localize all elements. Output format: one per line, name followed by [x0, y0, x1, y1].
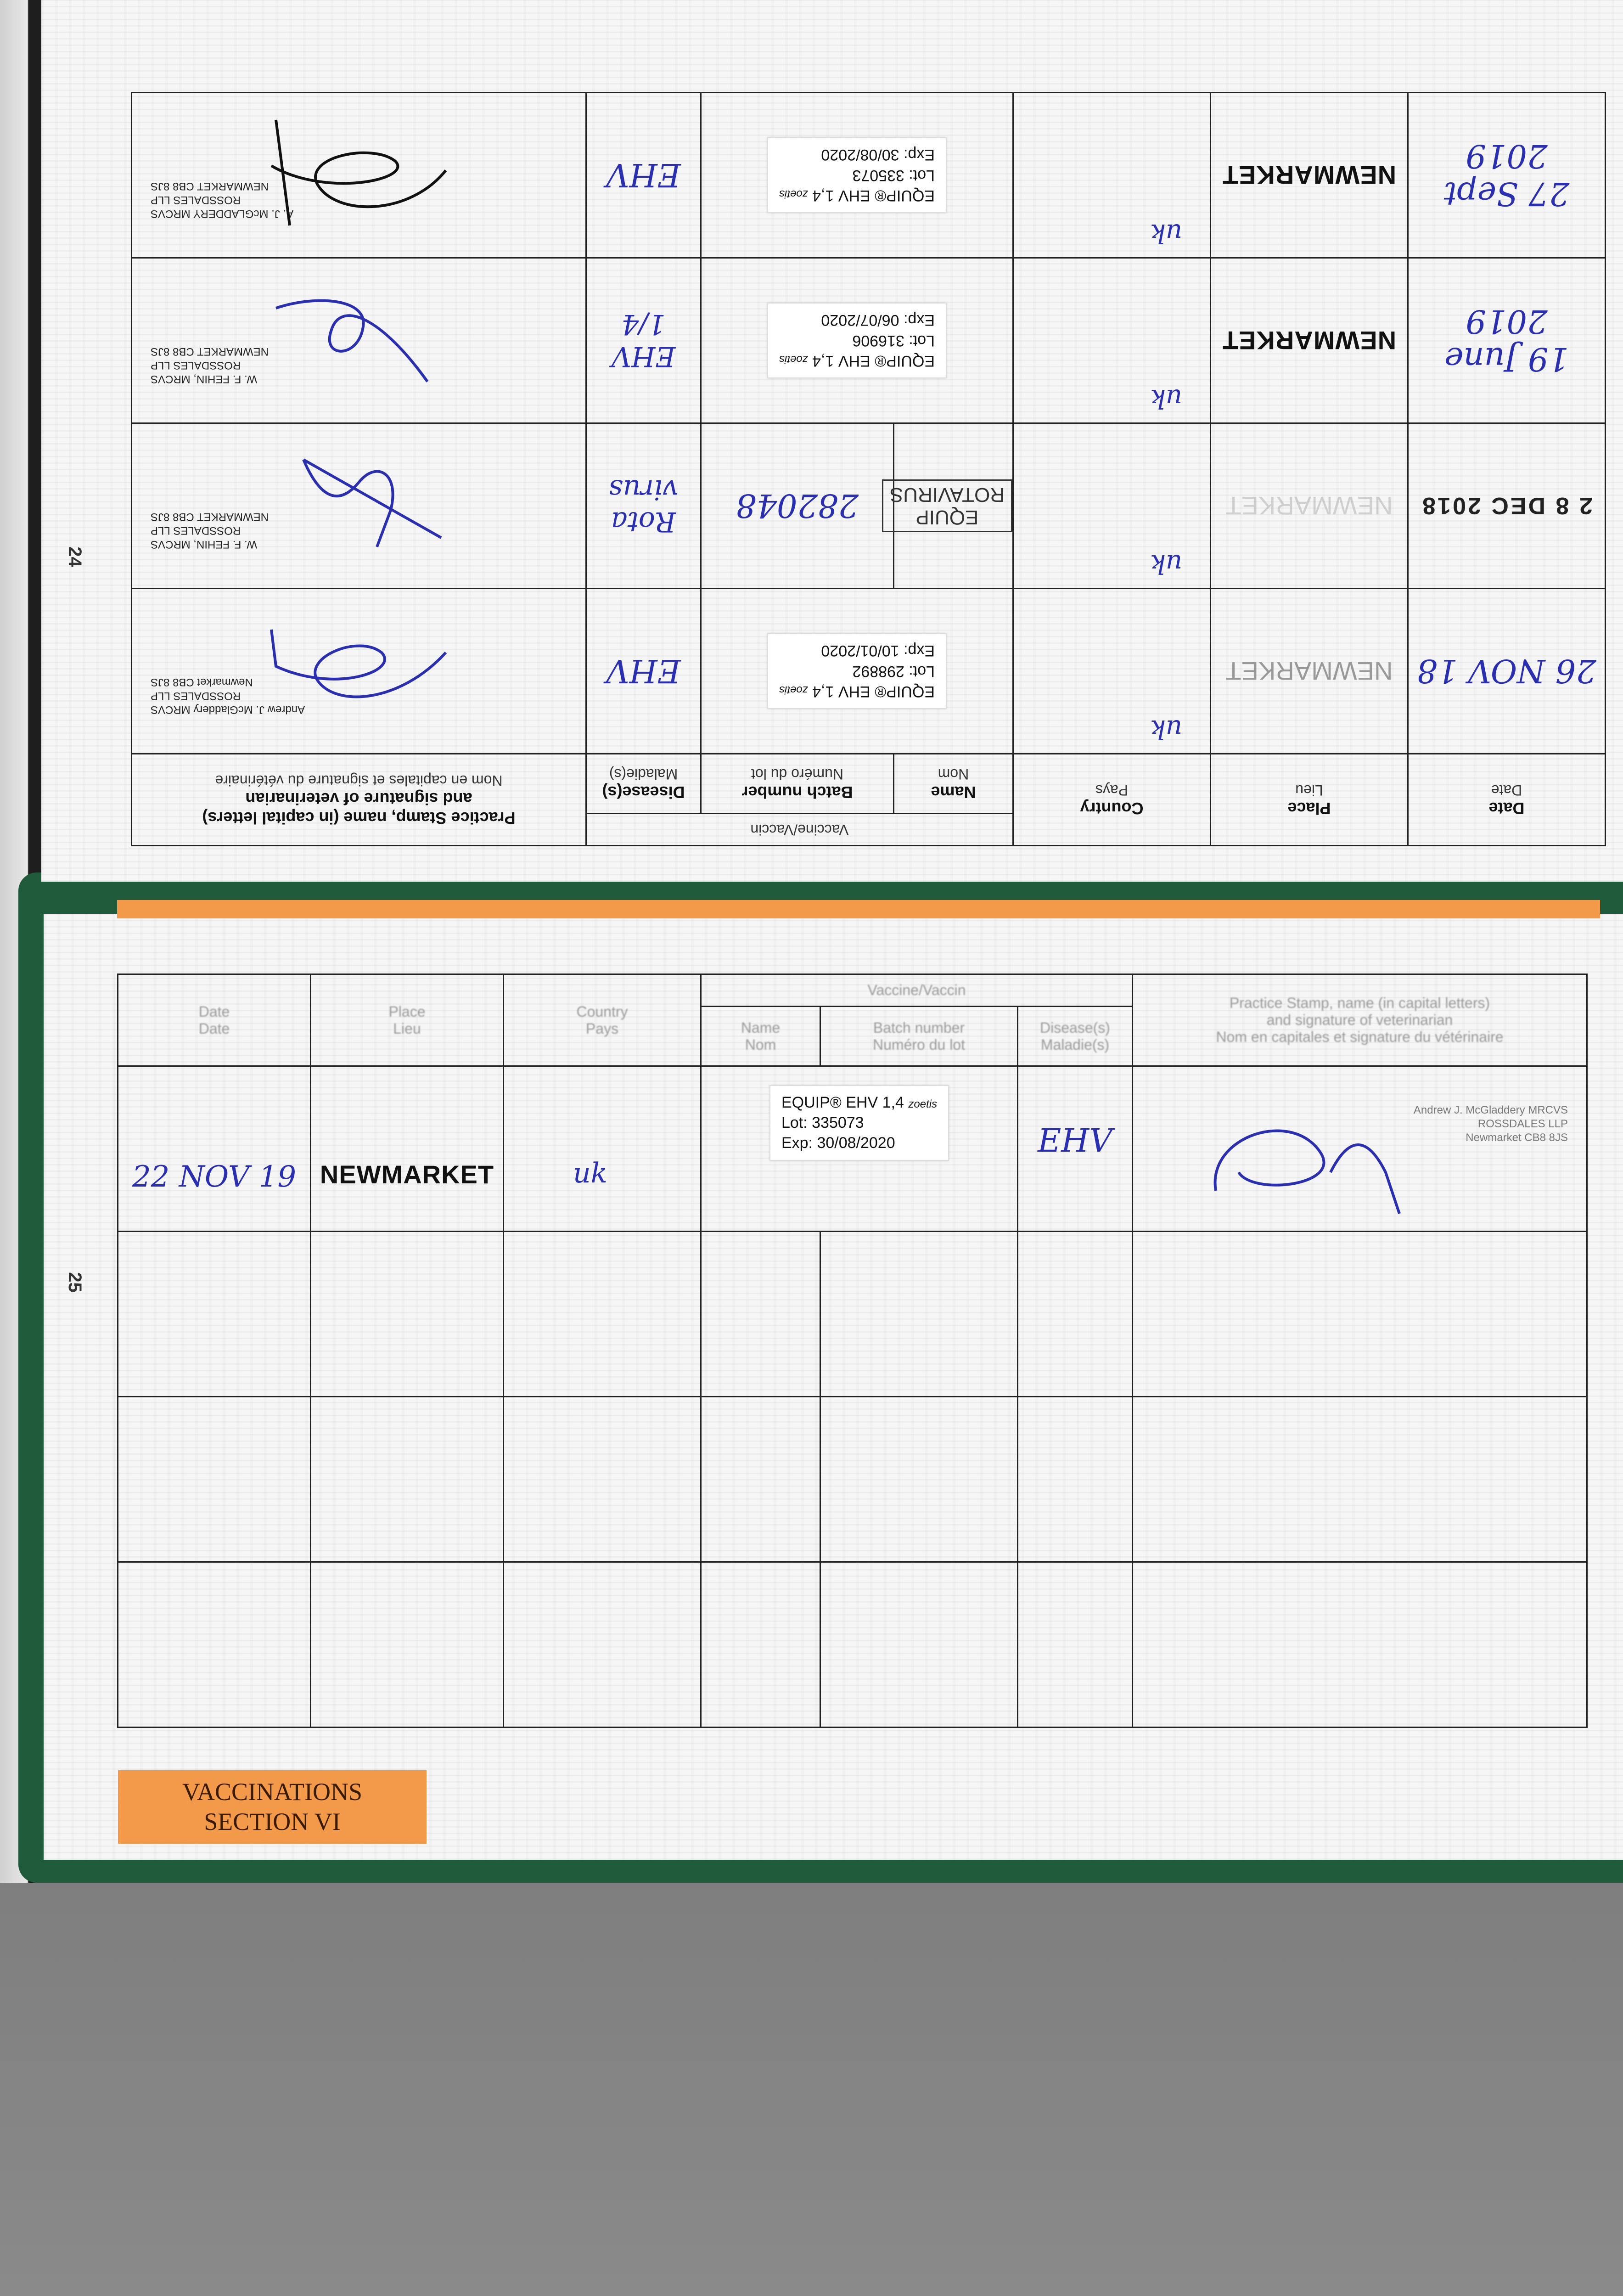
header-name: Name Nom	[701, 1007, 820, 1066]
place-cell: NEWMARKET	[1211, 258, 1408, 423]
header-vaccine: Vaccine/Vaccin	[701, 974, 1133, 1007]
stamp-cell	[1133, 1066, 1587, 1232]
date-cell: 2 8 DEC 2018	[1408, 423, 1606, 589]
vaccine-name-cell	[889, 423, 1013, 589]
date-cell: 19 June 2019	[1408, 258, 1606, 423]
stamp-cell	[132, 258, 586, 423]
header-country: Country Pays	[1013, 754, 1211, 846]
place-cell: NEWMARKET	[1211, 93, 1408, 258]
header-diseases: Disease(s) Maladie(s)	[1018, 1007, 1133, 1066]
batch-cell: 282048	[701, 423, 894, 589]
stamp-cell	[132, 93, 586, 258]
country-cell: uk	[1013, 93, 1211, 258]
diseases-cell: EHV 1/4	[586, 258, 701, 423]
diseases-cell: EHV	[1018, 1066, 1133, 1232]
signature-scribble	[253, 116, 465, 235]
vaccine-sticker: EQUIP® EHV 1,4 zoetis Lot: 316906 Exp: 06/07/2020	[767, 303, 947, 378]
date-cell: 27 Sept 2019	[1408, 93, 1606, 258]
signature-scribble	[263, 446, 455, 566]
vaccine-sticker: EQUIP® EHV 1,4 zoetis Lot: 335073 Exp: 30/08/2020	[767, 137, 947, 213]
diseases-cell: EHV	[586, 93, 701, 258]
signature-scribble	[263, 281, 455, 400]
table-row	[132, 258, 1606, 423]
vaccine-sticker: EQUIP® EHV 1,4 zoetis Lot: 335073 Exp: 30/08/2020	[769, 1085, 949, 1161]
place-cell: NEWMARKET	[1211, 589, 1408, 754]
header-stamp: Practice Stamp, name (in capital letters) and signature of veterinarian Nom en capitales et signature du vétérinaire	[1133, 974, 1587, 1066]
header-date: Date Date	[118, 974, 311, 1066]
diseases-cell: EHV	[586, 589, 701, 754]
header-diseases: Disease(s) Maladie(s)	[586, 754, 701, 814]
header-place: Place Lieu	[1211, 754, 1408, 846]
header-name: Name Nom	[894, 754, 1013, 814]
signature-scribble	[1202, 1099, 1441, 1218]
header-vaccine: Vaccine/Vaccin	[586, 814, 1013, 846]
place-cell: NEWMARKET	[1211, 423, 1408, 589]
table-row	[118, 1232, 1587, 1397]
table-row	[132, 93, 1606, 258]
vaccine-sticker-cell	[701, 93, 1013, 258]
stamp-cell	[132, 589, 586, 754]
section-label-line2: SECTION VI	[204, 1808, 341, 1835]
header-batch: Batch number Numéro du lot	[701, 754, 894, 814]
equip-rotavirus-stamp: EQUIP ROTAVIRUS	[882, 479, 1012, 532]
practice-stamp: W. F. FEHIN, MRCVS ROSSDALES LLP NEWMARKET CB8 8JS	[151, 345, 269, 385]
vaccination-table-page-25	[117, 974, 1588, 1728]
country-cell: uk	[1013, 423, 1211, 589]
date-cell: 26 NOV 18	[1408, 589, 1606, 754]
vaccine-sticker-cell	[701, 258, 1013, 423]
section-label-line1: VACCINATIONS	[182, 1778, 363, 1806]
practice-stamp: Andrew J. McGladdery MRCVS ROSSDALES LLP Newmarket CB8 8JS	[1413, 1104, 1568, 1144]
place-cell: NEWMARKET	[311, 1066, 504, 1232]
table-row	[118, 1562, 1587, 1728]
practice-stamp: A. J. McGLADDERY MRCVS ROSSDALES LLP NEWMARKET CB8 8JS	[151, 180, 294, 220]
page-edge-strip	[117, 900, 1600, 918]
country-cell: uk	[1013, 258, 1211, 423]
page-number-24: 24	[64, 546, 85, 567]
country-cell: uk	[504, 1066, 701, 1232]
signature-scribble	[263, 621, 455, 722]
table-row	[118, 1066, 1587, 1232]
header-batch: Batch number Numéro du lot	[820, 1007, 1018, 1066]
vaccination-table-page-24	[131, 92, 1606, 846]
header-date: Date Date	[1408, 754, 1606, 846]
date-cell: 22 NOV 19	[118, 1066, 311, 1232]
table-row	[132, 589, 1606, 754]
practice-stamp: Andrew J. McGladdery MRCVS ROSSDALES LLP Newmarket CB8 8JS	[151, 676, 305, 716]
vaccine-sticker-cell	[701, 589, 1013, 754]
country-cell: uk	[1013, 589, 1211, 754]
stamp-cell	[132, 423, 586, 589]
diseases-cell: Rota virus	[586, 423, 701, 589]
vaccine-sticker: EQUIP® EHV 1,4 zoetis Lot: 298892 Exp: 10/01/2020	[767, 633, 947, 709]
section-label	[118, 1770, 427, 1844]
practice-stamp: W. F. FEHIN, MRCVS ROSSDALES LLP NEWMARKET CB8 8JS	[151, 511, 269, 551]
table-row	[118, 1397, 1587, 1562]
header-place: Place Lieu	[311, 974, 504, 1066]
header-country: Country Pays	[504, 974, 701, 1066]
table-row	[132, 423, 1606, 589]
header-stamp: Practice Stamp, name (in capital letters) and signature of veterinarian Nom en capitales et signature du vétérinaire	[132, 754, 586, 846]
page-number-25: 25	[64, 1272, 85, 1293]
vaccine-sticker-cell	[701, 1066, 1018, 1232]
